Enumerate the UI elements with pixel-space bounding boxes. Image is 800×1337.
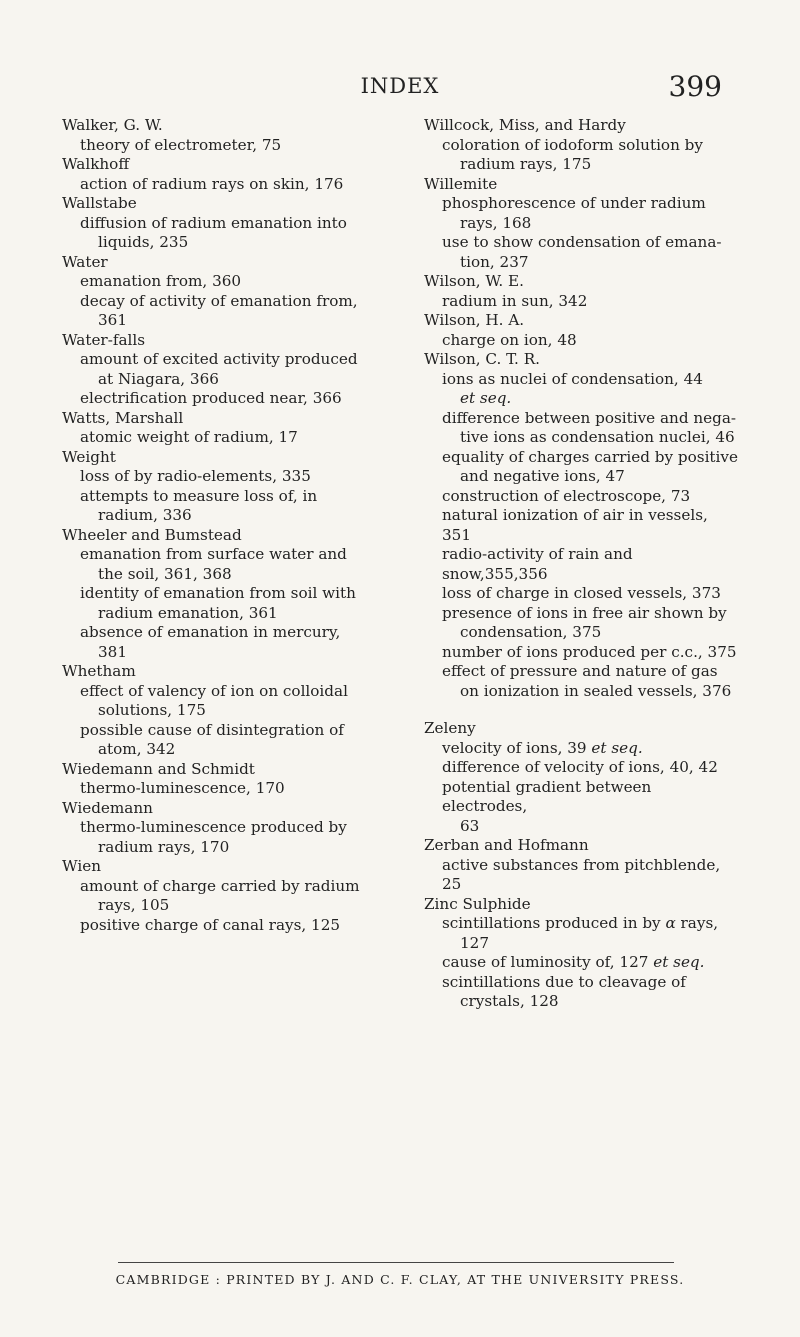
index-subentry: emanation from surface water and: [80, 545, 347, 563]
index-heading: Weight: [62, 447, 116, 466]
index-subentry: difference between positive and nega-: [442, 408, 737, 427]
index-continuation: radium emanation, 361: [98, 603, 278, 622]
index-subentry: effect of valency of ion on colloidal: [80, 681, 348, 700]
index-continuation: and negative ions, 47: [460, 467, 625, 485]
index-subentry: velocity of ions, 39 et seq.: [442, 738, 643, 757]
index-subentry: radio-activity of rain and snow,355,356: [442, 545, 633, 583]
index-subentry: potential gradient between electrodes,: [442, 777, 652, 815]
index-continuation: et seq.: [460, 389, 512, 407]
index-continuation: at Niagara, 366: [98, 369, 219, 388]
index-heading: Wiedemann and Schmidt: [62, 759, 255, 778]
index-column-right: [424, 116, 740, 1012]
index-continuation: rays, 105: [98, 896, 170, 914]
index-subentry: effect of pressure and nature of gas: [442, 662, 718, 680]
index-subentry: electrification produced near, 366: [80, 389, 342, 407]
index-subentry: decay of activity of emanation from,: [80, 291, 358, 310]
index-subentry: absence of emanation in mercury,: [80, 623, 341, 641]
index-heading: Wien: [62, 857, 101, 875]
index-continuation: the soil, 361, 368: [98, 564, 232, 583]
index-heading: Zerban and Hofmann: [424, 836, 589, 854]
index-heading: Wiedemann: [62, 798, 153, 817]
index-subentry: active substances from pitchblende, 25: [442, 855, 721, 893]
index-heading: Wilson, W. E.: [424, 272, 524, 290]
index-continuation: 63: [460, 816, 480, 835]
index-continuation: liquids, 235: [98, 233, 189, 251]
index-heading: Wallstabe: [62, 194, 137, 212]
index-subentry: equality of charges carried by positive: [442, 447, 738, 466]
index-subentry: loss of charge in closed vessels, 373: [442, 584, 721, 602]
index-heading: Wheeler and Bumstead: [62, 525, 242, 544]
index-continuation: 381: [98, 642, 127, 661]
index-subentry: amount of excited activity produced: [80, 350, 358, 368]
index-continuation: solutions, 175: [98, 701, 206, 719]
index-subentry: cause of luminosity of, 127 et seq.: [442, 953, 705, 971]
index-subentry: loss of by radio-elements, 335: [80, 467, 311, 485]
index-subentry: thermo-luminescence, 170: [80, 779, 285, 797]
index-subentry: scintillations produced in by α rays,: [442, 914, 719, 932]
index-continuation: tion, 237: [460, 252, 529, 271]
page-number: 399: [668, 70, 722, 103]
index-continuation: atom, 342: [98, 740, 176, 758]
index-heading: Whetham: [62, 662, 136, 680]
index-subentry: atomic weight of radium, 17: [80, 428, 298, 446]
entry-gap: [424, 701, 740, 719]
index-continuation: on ionization in sealed vessels, 376: [460, 681, 732, 700]
index-heading: Walkhoff: [62, 155, 130, 173]
index-subentry: diffusion of radium emanation into: [80, 213, 347, 232]
index-subentry: phosphorescence of under radium: [442, 194, 706, 212]
index-continuation: rays, 168: [460, 213, 532, 232]
index-subentry: charge on ion, 48: [442, 330, 577, 349]
index-subentry: identity of emanation from soil with: [80, 584, 356, 602]
index-continuation: 127: [460, 933, 489, 952]
index-subentry: thermo-luminescence produced by: [80, 818, 347, 836]
index-heading: Watts, Marshall: [62, 408, 184, 427]
page-header: [0, 70, 800, 104]
index-subentry: ions as nuclei of condensation, 44: [442, 369, 703, 388]
index-continuation: radium, 336: [98, 506, 192, 524]
footer-rule: [118, 1262, 674, 1263]
index-subentry: positive charge of canal rays, 125: [80, 915, 341, 934]
index-subentry: difference of velocity of ions, 40, 42: [442, 758, 718, 776]
index-subentry: attempts to measure loss of, in: [80, 486, 318, 505]
index-continuation: radium rays, 175: [460, 155, 592, 173]
index-heading: Zeleny: [424, 719, 476, 737]
index-subentry: amount of charge carried by radium: [80, 876, 360, 895]
index-subentry: scintillations due to cleavage of: [442, 972, 686, 991]
index-continuation: 361: [98, 311, 127, 329]
index-subentry: radium in sun, 342: [442, 291, 588, 310]
running-title: INDEX: [360, 74, 440, 98]
index-subentry: possible cause of disintegration of: [80, 720, 344, 739]
index-column-left: [62, 116, 378, 935]
index-subentry: theory of electrometer, 75: [80, 135, 282, 154]
index-subentry: presence of ions in free air shown by: [442, 603, 727, 622]
index-subentry: use to show condensation of emana-: [442, 233, 722, 251]
index-heading: Willemite: [424, 174, 498, 193]
index-heading: Water-falls: [62, 330, 146, 349]
index-continuation: tive ions as condensation nuclei, 46: [460, 428, 735, 446]
index-continuation: condensation, 375: [460, 623, 602, 641]
index-continuation: crystals, 128: [460, 992, 559, 1010]
index-heading: Wilson, H. A.: [424, 311, 525, 329]
index-heading: Zinc Sulphide: [424, 894, 531, 913]
index-heading: Wilson, C. T. R.: [424, 350, 540, 368]
index-continuation: radium rays, 170: [98, 837, 230, 856]
index-subentry: construction of electroscope, 73: [442, 486, 691, 505]
index-subentry: emanation from, 360: [80, 272, 242, 290]
index-subentry: coloration of iodoform solution by: [442, 135, 703, 154]
index-subentry: action of radium rays on skin, 176: [80, 174, 344, 193]
index-heading: Walker, G. W.: [62, 116, 163, 134]
index-heading: Willcock, Miss, and Hardy: [424, 116, 626, 134]
printer-imprint: CAMBRIDGE : PRINTED BY J. AND C. F. CLAY, AT THE UNIVERSITY PRESS.: [115, 1272, 685, 1287]
index-subentry: natural ionization of air in vessels, 351: [442, 506, 708, 544]
index-subentry: number of ions produced per c.c., 375: [442, 642, 737, 661]
index-heading: Water: [62, 252, 108, 271]
